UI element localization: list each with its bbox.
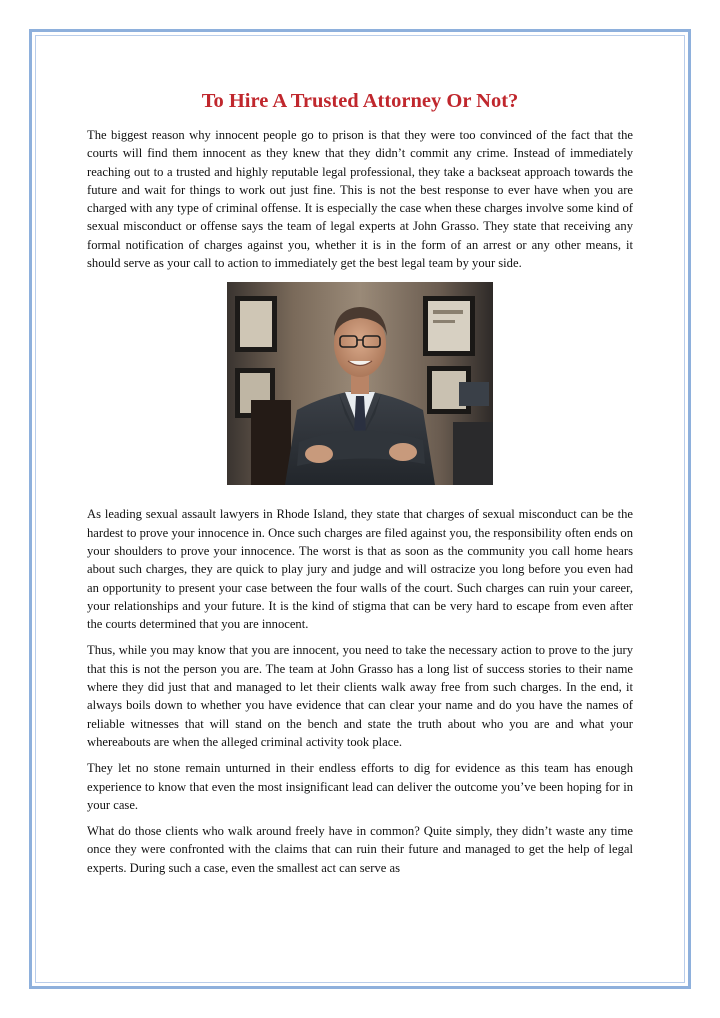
document-title: To Hire A Trusted Attorney Or Not?	[201, 90, 519, 112]
document-body	[87, 88, 633, 885]
paragraph-intro: The biggest reason why innocent people go to prison is that they were too convinced of the fact that the courts will find them innocent as they knew that they didn’t commit any crime. Instead of immediately reaching out to a trusted and highly reputable legal professional, they take a backseat approach towards the future and wait for things to work out just fine. This is not the best response to ever have when you are charged with any type of criminal offense. It is especially the case when these charges involve some kind of sexual misconduct or offense says the team of legal experts at John Grasso. They state that receiving any formal notification of charges against you, whether it is in the form of an arrest or any other means, it should serve as your call to action to immediately get the best legal team by your side.	[87, 128, 633, 271]
paragraph-2: As leading sexual assault lawyers in Rhode Island, they state that charges of sexual misconduct can be the hardest to prove your innocence in. Once such charges are filed against you, the responsibility often ends on your shoulders to prove your innocence. The worst is that as soon as the community you call home hears about such charges, they are quick to play jury and judge and will ostracize you long before you even had an opportunity to present your case between the four walls of the court. Such charges can ruin your career, your relationships and your future. It is the kind of stigma that can be very hard to escape from even after the courts determined that you are innocent.	[87, 507, 633, 632]
attorney-photo-container	[87, 282, 633, 485]
paragraph-4: They let no stone remain unturned in their endless efforts to dig for evidence as this team has enough experience to know that even the most insignificant lead can deliver the outcome you’ve been hoping for in your case.	[87, 761, 633, 812]
paragraph-5: What do those clients who walk around freely have in common? Quite simply, they didn’t waste any time once they were confronted with the claims that can ruin their future and managed to get the help of legal experts. During such a case, even the smallest act can serve as	[87, 824, 633, 875]
attorney-photo	[227, 282, 493, 485]
paragraph-3: Thus, while you may know that you are innocent, you need to take the necessary action to prove to the jury that this is not the person you are. The team at John Grasso has a long list of success stories to their name where they did just that and managed to let their clients walk away free from such charges. In the end, it always boils down to whether you have evidence that can clear your name and do you have the names of reliable witnesses that will stand on the bench and state the truth about who you are and what your whereabouts are when the alleged criminal activity took place.	[87, 643, 633, 749]
